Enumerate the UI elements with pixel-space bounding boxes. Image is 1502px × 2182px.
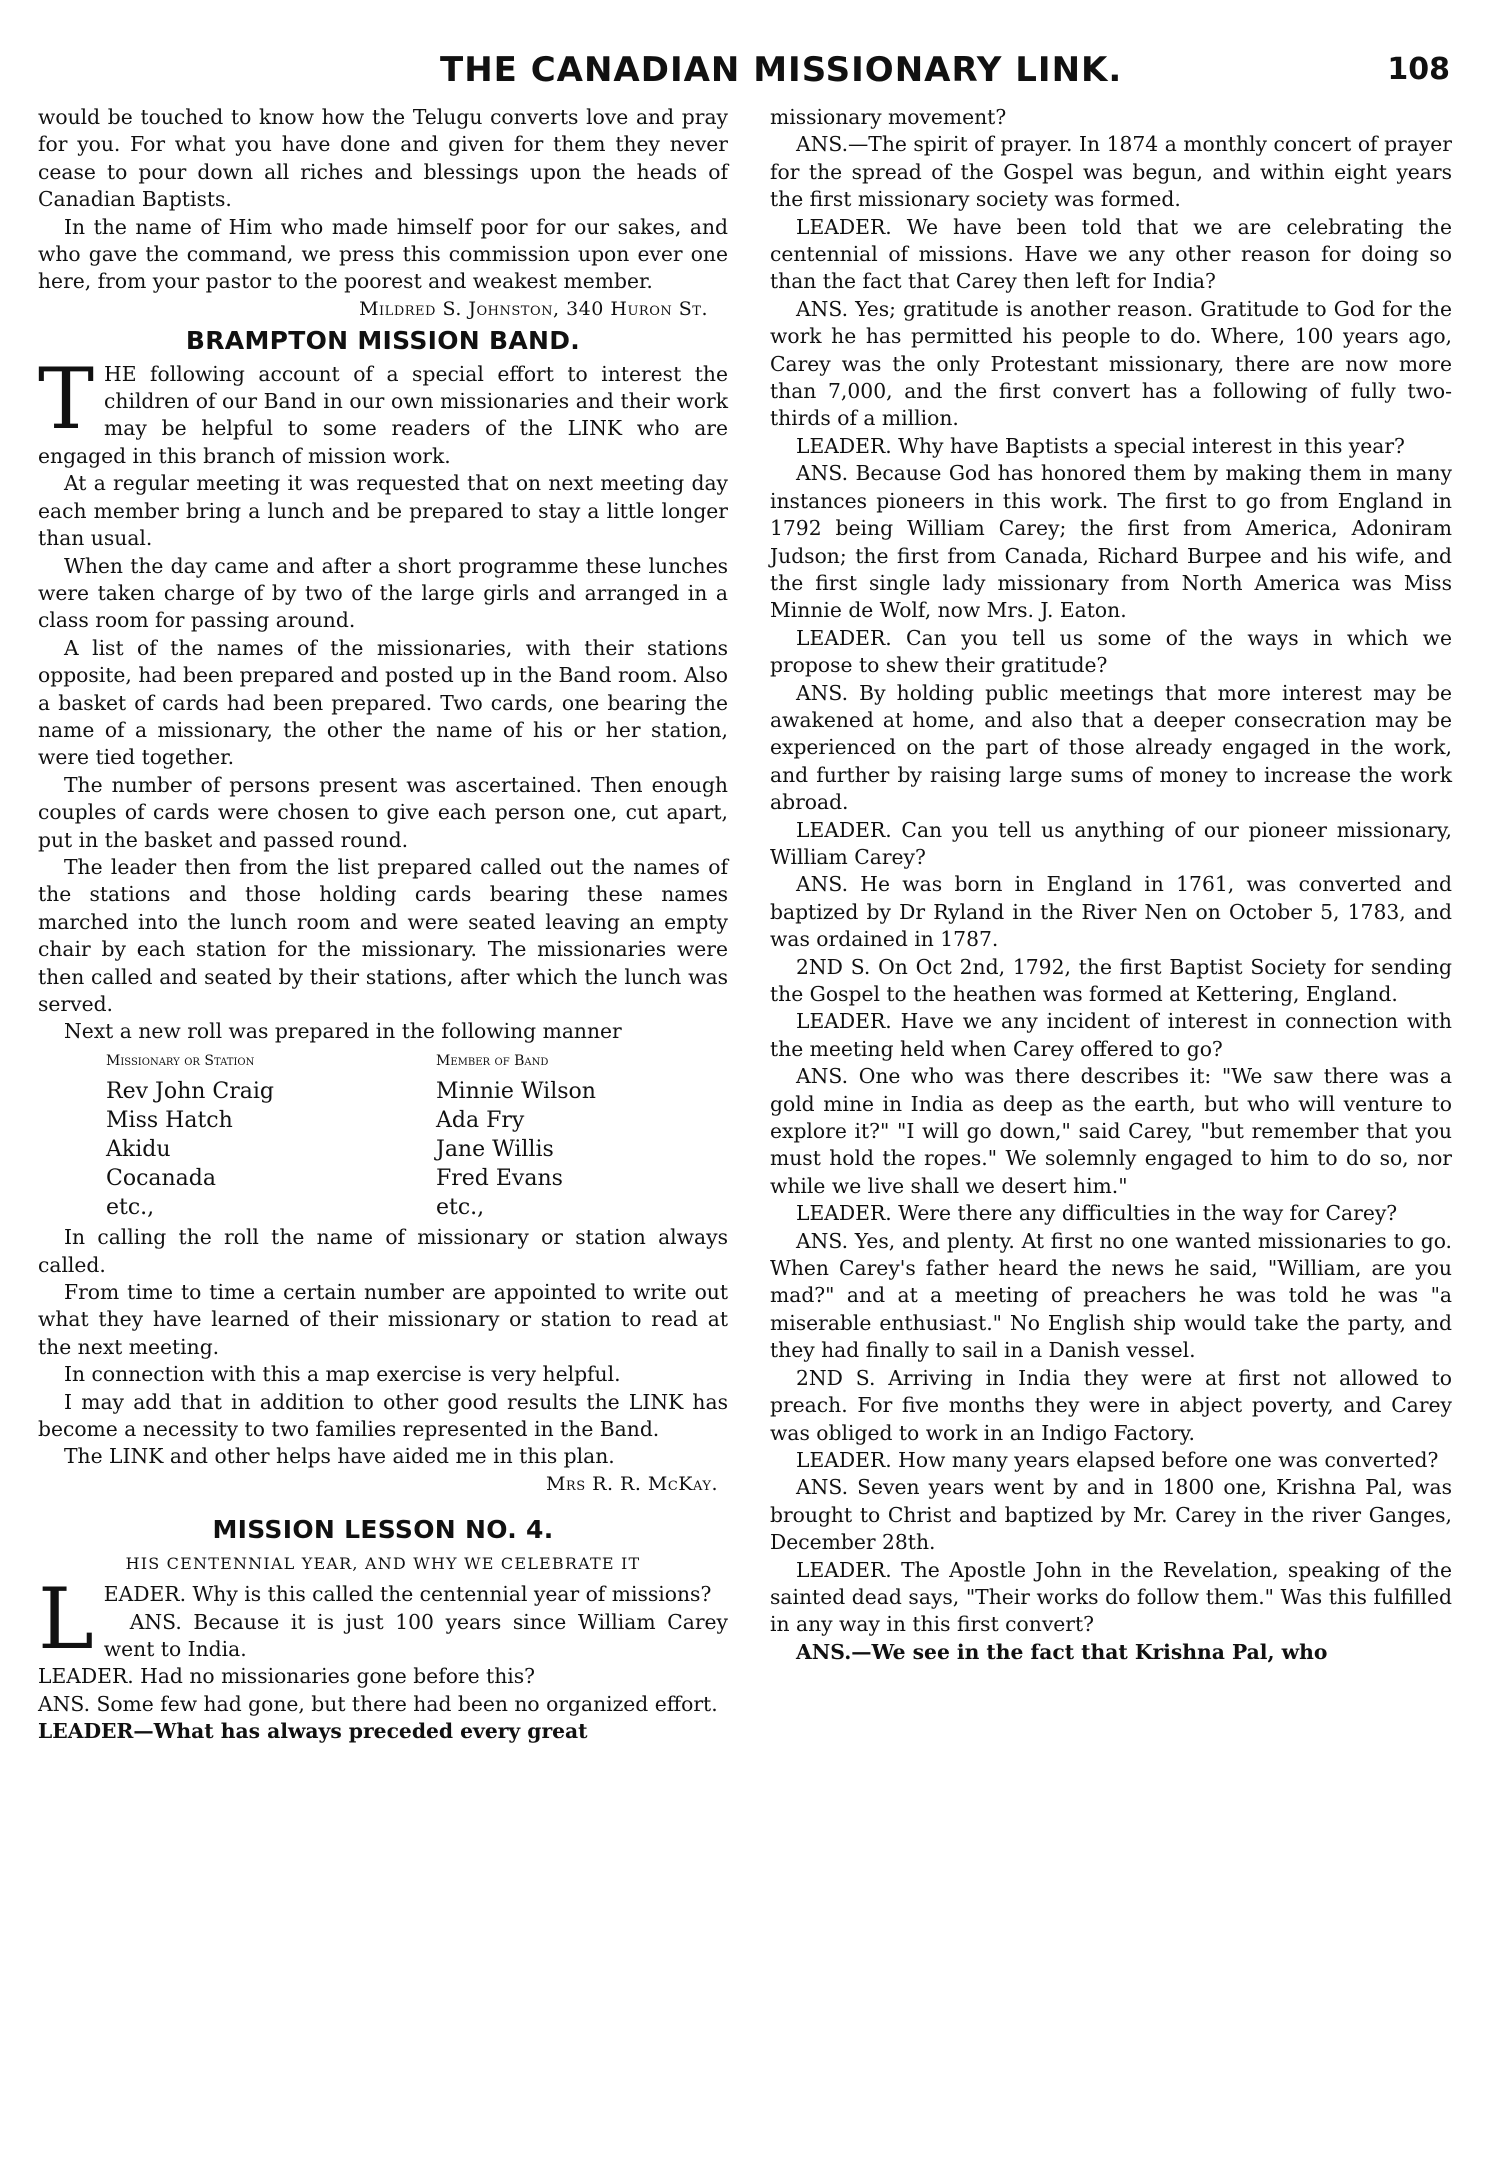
paragraph: ANS. One who was there describes it: "We saw there was a gold mine in India as deep as the earth, but who will venture to explore it?" "I will go down," said Carey, "but remember that you must hold the ropes." We solemnly engaged to him to do so, nor while we live shall we desert him." — [770, 1064, 1452, 1198]
paragraph: The number of persons present was ascertained. Then enough couples of cards were chosen to give each person one, cut apart, put in the basket and passed round. — [38, 772, 728, 852]
paragraph: LEADER. Were there any difficulties in the way for Carey? — [796, 1201, 1398, 1226]
table-cell: etc., — [106, 1195, 155, 1221]
signature: Mrs R. R. McKay. — [545, 1472, 718, 1495]
paragraph: I may add that in addition to other good results the LINK has become a necessity to two families represented in the Band. — [38, 1389, 728, 1442]
drop-cap: L — [38, 1570, 94, 1669]
section-heading-lesson: MISSION LESSON NO. 4. — [212, 1515, 554, 1545]
paragraph: LEADER—What has always preceded every great — [38, 1719, 588, 1744]
paragraph: In the name of Him who made himself poor for our sakes, and who gave the command, we press this commission upon ever one here, from your pastor to the poorest and weakest member. — [38, 214, 728, 294]
roll-table — [98, 1048, 698, 1222]
paragraph: When the day came and after a short programme these lunches were taken charge of by two of the large girls and arranged in a class room for passing around. — [38, 553, 728, 633]
paragraph: would be touched to know how the Telugu converts love and pray for you. For what you have done and given for them they never cease to pour down all riches and blessings upon the heads of Canadian Baptists. — [38, 105, 728, 212]
table-row — [98, 1077, 698, 1106]
table-cell: Jane Willis — [436, 1137, 554, 1163]
page-number: 108 — [1387, 52, 1450, 87]
paragraph: LEADER. Can you tell us anything of our pioneer missionary, William Carey? — [770, 817, 1452, 869]
paragraph: ANS.—The spirit of prayer. In 1874 a monthly concert of prayer for the spread of the Gospel was begun, and within eight years the first missionary society was formed. — [770, 132, 1452, 212]
paragraph: ANS. Yes; gratitude is another reason. Gratitude to God for the work he has permitted his people to do. Where, 100 years ago, Carey was the only Protestant missionary, there are now more than 7,000, and the first convert has a following of fully two-thirds of a million. — [770, 296, 1452, 431]
paragraph: LEADER. Had no missionaries gone before this? — [38, 1664, 536, 1689]
paragraph: ANS. Some few had gone, but there had been no organized effort. — [38, 1691, 718, 1716]
right-column — [770, 104, 1452, 1666]
paragraph: ANS. Seven years went by and in 1800 one, Krishna Pal, was brought to Christ and baptized by Mr. Carey in the river Ganges, December 28th. — [770, 1475, 1452, 1555]
paragraph-text: EADER. Why is this called the centennial year of missions? — [103, 1582, 712, 1607]
table-cell: Minnie Wilson — [436, 1079, 596, 1105]
paragraph-text: HE following account of a special effort to interest the children of our Band in our own missionaries and their work may be helpful to some readers of the LINK who are engaged in this branch of mission work. — [38, 361, 728, 468]
paragraph: 2ND S. Arriving in India they were at first not allowed to preach. For five months they were in abject poverty, and Carey was obliged to work in an Indigo Factory. — [770, 1365, 1452, 1445]
table-cell: Fred Evans — [436, 1166, 563, 1192]
table-cell: Ada Fry — [436, 1108, 525, 1134]
roll-column-header: Member of Band — [436, 1052, 549, 1069]
paragraph: In calling the roll the name of missionary or station always called. — [38, 1225, 728, 1277]
drop-cap: T — [38, 349, 95, 448]
paragraph: LEADER. We have been told that we are celebrating the centennial of missions. Have we any other reason for doing so than the fact that Carey then left for India? — [770, 214, 1452, 294]
paragraph: In connection with this a map exercise is very helpful. — [64, 1362, 621, 1387]
section-heading-brampton: BRAMPTON MISSION BAND. — [185, 326, 581, 356]
paragraph: ANS. Because God has honored them by making them in many instances pioneers in this work. The first to go from England in 1792 being William Carey; the first from America, Adoniram Judson; the first from Canada, Richard Burpee and his wife, and the first single lady missionary from North America was Miss Minnie de Wolf, now Mrs. J. Eaton. — [770, 461, 1452, 623]
table-cell: Miss Hatch — [106, 1108, 233, 1134]
page-header — [0, 50, 1502, 110]
table-row — [98, 1164, 698, 1193]
table-cell: Akidu — [106, 1137, 171, 1163]
paragraph — [38, 349, 728, 471]
signature: Mildred S. Johnston, 340 Huron St. — [359, 297, 708, 320]
table-cell: Rev John Craig — [106, 1079, 274, 1105]
paragraph: LEADER. How many years elapsed before one was converted? — [796, 1447, 1439, 1472]
paragraph: ANS. He was born in England in 1761, was converted and baptized by Dr Ryland in the River Nen on October 5, 1783, and was ordained in 1787. — [770, 872, 1452, 952]
paragraph: LEADER. Can you tell us some of the ways in which we propose to shew their gratitude? — [770, 625, 1452, 678]
section-subheading: HIS CENTENNIAL YEAR, AND WHY WE CELEBRATE IT — [125, 1553, 641, 1573]
paragraph: ANS.—We see in the fact that Krishna Pal, who — [796, 1639, 1328, 1664]
table-row — [98, 1135, 698, 1164]
paragraph: ANS. Because it is just 100 years since William Carey went to India. — [103, 1609, 728, 1661]
paragraph: At a regular meeting it was requested that on next meeting day each member bring a lunch and be prepared to stay a little longer than usual. — [38, 471, 728, 551]
running-title: THE CANADIAN MISSIONARY LINK. — [440, 50, 1123, 90]
paragraph: ANS. Yes, and plenty. At first no one wanted missionaries to go. When Carey's father heard the news he said, "William, are you mad?" and at a meeting of preachers he was told he was "a miserable enthusiast." No English ship would take the party, and they had finally to sail in a Danish vessel. — [770, 1228, 1452, 1363]
paragraph: From time to time a certain number are appointed to write out what they have learned of their missionary or station to read at the next meeting. — [38, 1280, 728, 1359]
table-row — [98, 1106, 698, 1135]
paragraph: LEADER. Why have Baptists a special interest in this year? — [796, 433, 1405, 458]
left-column — [38, 104, 728, 1746]
table-row — [98, 1193, 698, 1222]
paragraph: 2ND S. On Oct 2nd, 1792, the first Baptist Society for sending the Gospel to the heathen was formed at Kettering, England. — [770, 954, 1452, 1006]
paragraph: A list of the names of the missionaries, with their stations opposite, had been prepared and posted up in the Band room. Also a basket of cards had been prepared. Two cards, one bearing the name of a missionary, the other the name of his or her station, were tied together. — [38, 635, 728, 770]
paragraph: missionary movement? — [770, 105, 1007, 129]
paragraph: LEADER. The Apostle John in the Revelation, speaking of the sainted dead says, "Their works do follow them." Was this fulfilled in any way in this first convert? — [770, 1557, 1452, 1637]
roll-column-header: Missionary or Station — [106, 1052, 255, 1069]
paragraph: Next a new roll was prepared in the following manner — [64, 1019, 622, 1044]
table-cell: Cocanada — [106, 1166, 216, 1192]
paragraph: LEADER. Have we any incident of interest in connection with the meeting held when Carey offered to go? — [770, 1009, 1452, 1061]
paragraph: The LINK and other helps have aided me in this plan. — [64, 1444, 615, 1469]
paragraph: The leader then from the list prepared called out the names of the stations and those holding cards bearing these names marched into the lunch room and were seated leaving an empty chair by each station for the missionary. The missionaries were then called and seated by their stations, after which the lunch was served. — [38, 854, 728, 1016]
table-cell: etc., — [436, 1195, 485, 1221]
paragraph: ANS. By holding public meetings that more interest may be awakened at home, and also that a deeper consecration may be experienced on the part of those already engaged in the work, and further by raising large sums of money to increase the work abroad. — [770, 680, 1452, 815]
